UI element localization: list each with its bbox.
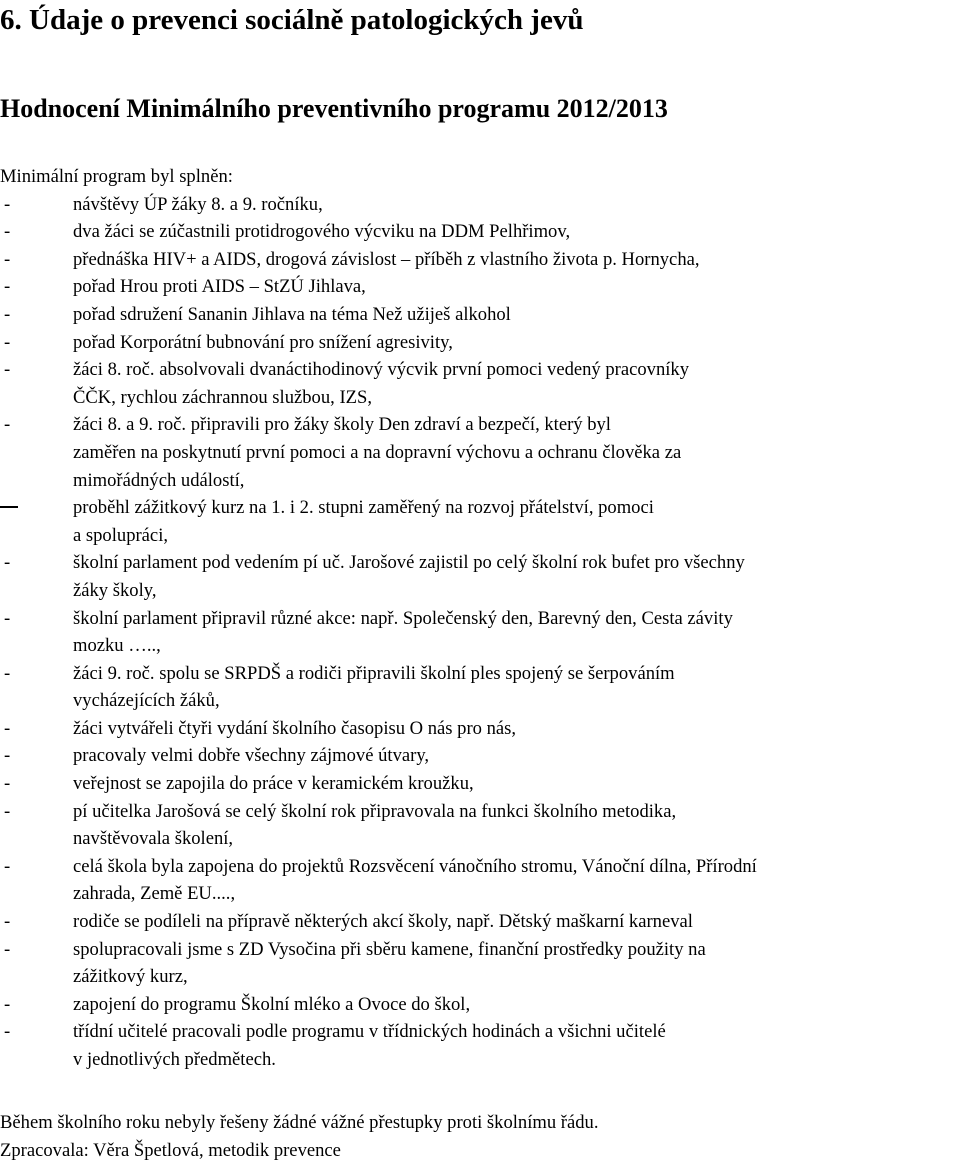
list-item: [0, 273, 757, 301]
list-item-text: dva žáci se zúčastnili protidrogového výcviku na DDM Pelhřimov,: [73, 221, 571, 243]
dash-bullet: -: [4, 414, 11, 436]
list-item-text: žáci vytvářeli čtyři vydání školního časopisu O nás pro nás,: [73, 717, 517, 739]
list-item: [0, 742, 757, 770]
author-signature: Zpracovala: Věra Špetlová, metodik prevence: [0, 1139, 341, 1161]
list-item: [0, 218, 757, 246]
dash-bullet: -: [4, 552, 11, 574]
list-item: [0, 853, 757, 908]
dash-bullet: -: [4, 303, 11, 325]
dash-bullet: -: [4, 800, 11, 822]
dash-bullet: -: [4, 276, 11, 298]
dash-bullet: -: [4, 717, 11, 739]
list-item: [0, 798, 757, 853]
list-item: [0, 246, 757, 274]
dash-bullet: -: [4, 993, 11, 1015]
list-item: [0, 605, 757, 660]
dash-bullet: -: [4, 607, 11, 629]
list-item-text: veřejnost se zapojila do práce v keramickém kroužku,: [73, 773, 474, 795]
list-item-text: vycházejících žáků,: [73, 690, 220, 712]
list-item-text: spolupracovali jsme s ZD Vysočina při sběru kamene, finanční prostředky použity na: [73, 938, 706, 960]
dash-bullet: -: [4, 193, 11, 215]
list-item-text: žáci 9. roč. spolu se SRPDŠ a rodiči připravili školní ples spojený se šerpováním: [73, 662, 675, 684]
intro-text: Minimální program byl splněn:: [0, 166, 233, 187]
dash-bullet: -: [4, 662, 11, 684]
dash-bullet: -: [4, 745, 11, 767]
list-item-text: a spolupráci,: [73, 524, 169, 546]
list-item-text: žáci 8. roč. absolvovali dvanáctihodinový výcvik první pomoci vedený pracovníky: [73, 359, 690, 381]
section-heading: 6. Údaje o prevenci sociálně patologických jevů: [0, 4, 584, 36]
list-item-text: mozku …..,: [73, 635, 161, 657]
list-item-text: školní parlament pod vedením pí uč. Jarošové zajistil po celý školní rok bufet pro všechny: [73, 552, 745, 574]
dash-bullet: -: [4, 938, 11, 960]
list-item-text: zapojení do programu Školní mléko a Ovoce do škol,: [73, 993, 471, 1015]
list-item: [0, 715, 757, 743]
list-item: [0, 191, 757, 219]
list-item-text: žáci 8. a 9. roč. připravili pro žáky školy Den zdraví a bezpečí, který byl: [73, 414, 611, 436]
list-item: [0, 770, 757, 798]
list-item-text: školní parlament připravil různé akce: např. Společenský den, Barevný den, Cesta závity: [73, 607, 733, 629]
list-item-text: pořad Hrou proti AIDS – StZÚ Jihlava,: [73, 276, 366, 298]
list-item-text: v jednotlivých předmětech.: [73, 1049, 276, 1070]
closing-statement: Během školního roku nebyly řešeny žádné vážné přestupky proti školnímu řádu.: [0, 1112, 599, 1133]
list-item-text: pí učitelka Jarošová se celý školní rok připravovala na funkci školního metodika,: [73, 800, 677, 822]
list-item-text: mimořádných událostí,: [73, 469, 245, 491]
list-item: [0, 411, 757, 494]
list-item-text: zahrada, Země EU....,: [73, 883, 236, 905]
list-item: [0, 301, 757, 329]
list-item-text: rodiče se podíleli na přípravě některých akcí školy, např. Dětský maškarní karneval: [73, 911, 693, 933]
list-item-text: pořad Korporátní bubnování pro snížení agresivity,: [73, 331, 453, 353]
list-item: [0, 936, 757, 991]
list-item: [0, 494, 757, 549]
list-item-text: žáky školy,: [73, 579, 157, 601]
list-item-text: zaměřen na poskytnutí první pomoci a na dopravní výchovu a ochranu člověka za: [73, 441, 682, 463]
list-item-text: pořad sdružení Sananin Jihlava na téma Než užiješ alkohol: [73, 303, 511, 325]
dash-bullet: -: [4, 331, 11, 353]
list-item: [0, 549, 757, 604]
prevention-activities-list: [0, 191, 757, 1074]
list-item-text: proběhl zážitkový kurz na 1. i 2. stupni zaměřený na rozvoj přátelství, pomoci: [73, 497, 654, 519]
list-item-text: návštěvy ÚP žáky 8. a 9. ročníku,: [73, 193, 323, 215]
long-dash-bullet: [0, 506, 18, 508]
dash-bullet: -: [4, 773, 11, 795]
list-item: [0, 660, 757, 715]
list-item: [0, 1018, 757, 1073]
dash-bullet: -: [4, 911, 11, 933]
list-item-text: celá škola byla zapojena do projektů Rozsvěcení vánočního stromu, Vánoční dílna, Přírodní: [73, 855, 757, 877]
dash-bullet: -: [4, 359, 11, 381]
closing-block: [0, 1109, 598, 1164]
list-item: [0, 329, 757, 357]
list-item-text: pracovaly velmi dobře všechny zájmové útvary,: [73, 745, 430, 767]
list-item-text: ČČK, rychlou záchrannou službou, IZS,: [73, 386, 372, 408]
dash-bullet: -: [4, 221, 11, 243]
evaluation-subheading: Hodnocení Minimálního preventivního programu 2012/2013: [0, 94, 668, 123]
list-item: [0, 991, 757, 1019]
dash-bullet: -: [4, 248, 11, 270]
list-item: [0, 908, 757, 936]
list-item: [0, 356, 757, 411]
list-item-text: třídní učitelé pracovali podle programu v třídnických hodinách a všichni učitelé: [73, 1021, 666, 1043]
dash-bullet: -: [4, 855, 11, 877]
list-item-text: zážitkový kurz,: [73, 966, 188, 988]
dash-bullet: -: [4, 1021, 11, 1043]
list-item-text: přednáška HIV+ a AIDS, drogová závislost – příběh z vlastního života p. Hornycha,: [73, 248, 700, 270]
list-item-text: navštěvovala školení,: [73, 828, 234, 850]
